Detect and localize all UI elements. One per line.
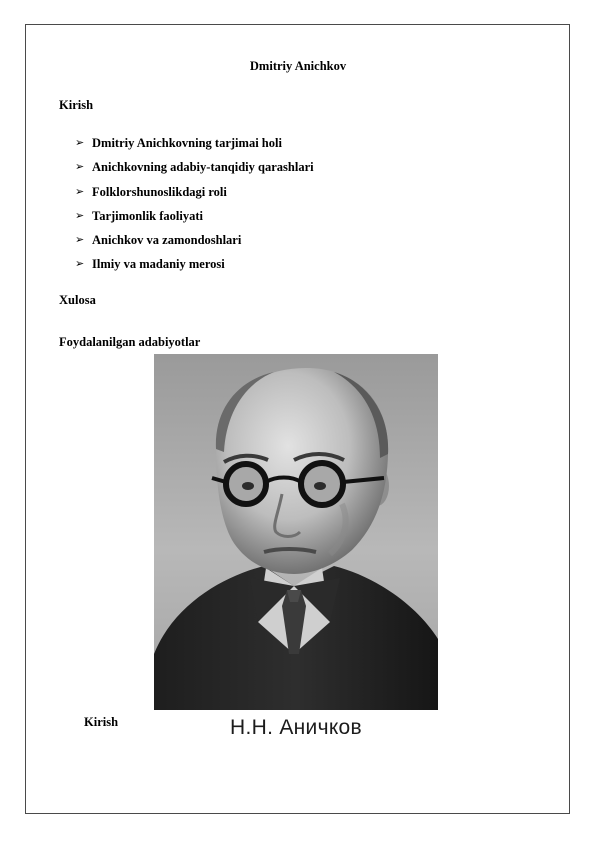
arrow-bullet-icon: ➢ — [75, 257, 85, 271]
arrow-bullet-icon: ➢ — [75, 208, 85, 222]
references-heading: Foydalanilgan adabiyotlar — [59, 335, 201, 349]
toc-item-label: Tarjimonlik faoliyati — [92, 208, 204, 223]
portrait-image — [154, 354, 438, 710]
arrow-bullet-icon: ➢ — [75, 160, 85, 174]
footer-heading: Kirish — [84, 715, 119, 729]
conclusion-heading: Xulosa — [59, 293, 96, 307]
toc-item[interactable] — [75, 256, 314, 280]
arrow-bullet-icon: ➢ — [75, 136, 85, 149]
table-of-contents — [75, 135, 314, 281]
toc-item-label: Anichkov va zamondoshlari — [92, 233, 242, 248]
toc-item-label: Dmitriy Anichkovning tarjimai holi — [92, 136, 282, 150]
arrow-bullet-icon: ➢ — [75, 233, 85, 247]
toc-item-label: Anichkovning adabiy-tanqidiy qarashlari — [92, 160, 314, 175]
toc-item-label: Folklorshunoslikdagi roli — [92, 184, 227, 199]
document-title: Dmitriy Anichkov — [249, 59, 347, 73]
toc-item-label: Ilmiy va madaniy merosi — [92, 257, 225, 272]
intro-heading: Kirish — [59, 98, 94, 112]
portrait-photo — [154, 354, 438, 746]
toc-item[interactable] — [75, 135, 314, 159]
portrait-caption: Н.Н. Аничков — [230, 716, 362, 739]
toc-item[interactable] — [75, 208, 314, 232]
toc-item[interactable] — [75, 232, 314, 256]
toc-item[interactable] — [75, 184, 314, 208]
arrow-bullet-icon: ➢ — [75, 184, 85, 198]
toc-item[interactable] — [75, 159, 314, 183]
